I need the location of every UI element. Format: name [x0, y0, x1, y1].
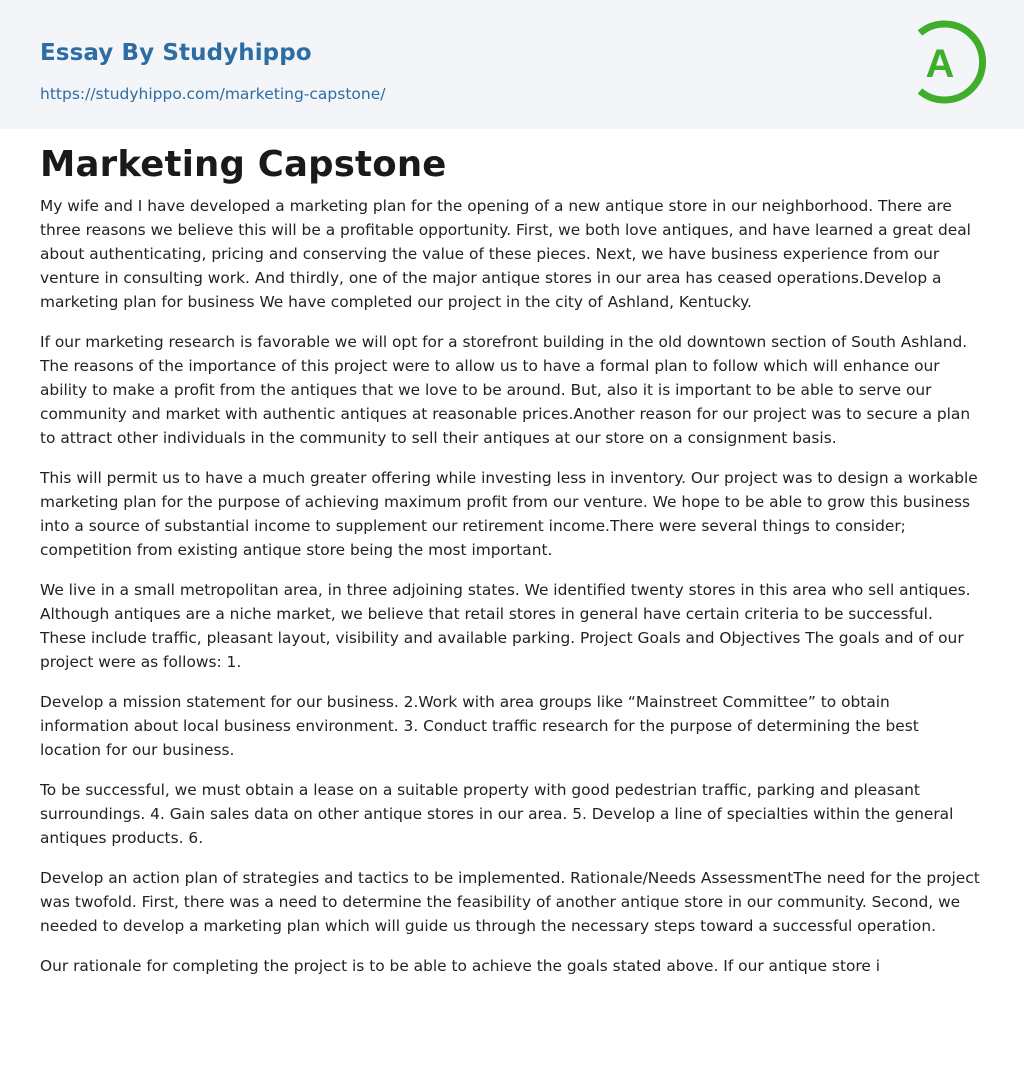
- page-url-link[interactable]: https://studyhippo.com/marketing-capstone/: [40, 85, 386, 103]
- essay-paragraph: Develop an action plan of strategies and tactics to be implemented. Rationale/Needs AssessmentThe need for the project was twofold. First, there was a need to determine the feasibility of another antique store in our community. Second, we needed to develop a marketing plan which will guide us through the necessary steps toward a successful operation.: [40, 869, 980, 935]
- essay-paragraph: If our marketing research is favorable we will opt for a storefront building in the old downtown section of South Ashland. The reasons of the importance of this project were to allow us to have a formal plan to follow which will enhance our ability to make a profit from the antiques that we love to be around. But, also it is important to be able to serve our community and market with authentic antiques at reasonable prices.Another reason for our project was to secure a plan to attract other individuals in the community to sell their antiques at our store on a consignment basis.: [40, 333, 971, 447]
- essay-paragraph: Develop a mission statement for our business. 2.Work with area groups like “Mainstreet Committee” to obtain information about local business environment. 3. Conduct traffic research for the purpose of determining the best location for our business.: [40, 693, 919, 759]
- essay-body: [40, 194, 982, 994]
- site-header: [0, 0, 1024, 129]
- page-title: Marketing Capstone: [40, 144, 447, 185]
- essay-paragraph: We live in a small metropolitan area, in three adjoining states. We identified twenty stores in this area who sell antiques. Although antiques are a niche market, we believe that retail stores in general have certain criteria to be successful. These include traffic, pleasant layout, visibility and available parking. Project Goals and Objectives The goals and of our project were as follows: 1.: [40, 581, 971, 671]
- essay-paragraph: My wife and I have developed a marketing plan for the opening of a new antique store in our neighborhood. There are three reasons we believe this will be a profitable opportunity. First, we both love antiques, and have learned a great deal about authenticating, pricing and conserving the value of these pieces. Next, we have business experience from our venture in consulting work. And thirdly, one of the major antique stores in our area has ceased operations.Develop a marketing plan for business We have completed our project in the city of Ashland, Kentucky.: [40, 197, 971, 311]
- studyhippo-logo-icon[interactable]: [910, 18, 988, 106]
- essay-paragraph: To be successful, we must obtain a lease on a suitable property with good pedestrian traffic, parking and pleasant surroundings. 4. Gain sales data on other antique stores in our area. 5. Develop a line of specialties within the general antiques products. 6.: [40, 781, 954, 847]
- logo-letter: A: [925, 42, 955, 86]
- essay-paragraph: This will permit us to have a much greater offering while investing less in inventory. Our project was to design a workable marketing plan for the purpose of achieving maximum profit from our venture. We hope to be able to grow this business into a source of substantial income to supplement our retirement income.There were several things to consider; competition from existing antique store being the most important.: [40, 469, 978, 559]
- essay-paragraph: Our rationale for completing the project is to be able to achieve the goals stated above. If our antique store i: [40, 957, 881, 975]
- site-brand[interactable]: Essay By Studyhippo: [40, 40, 312, 66]
